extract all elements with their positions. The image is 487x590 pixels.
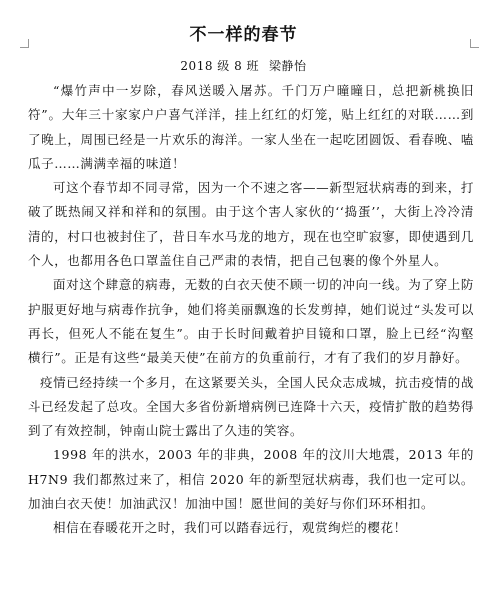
- paragraph-6: 相信在春暖花开之时，我们可以踏春远行，观赏绚烂的樱花！: [53, 520, 407, 536]
- paragraph-5: 1998 年的洪水，2003 年的非典，2008 年的汶川大地震，2013 年的 H7N9 我们都熬过来了，相信 2020 年的新型冠状病毒，我们也一定可以。加油白衣天使！加油武汉！加油中国！愿世间的美好与你们环环相扣。: [28, 447, 474, 512]
- paragraph-2: 可这个春节却不同寻常，因为一个不速之客——新型冠状病毒的到来，打破了既热闹又祥和祥和的氛围。由于这个害人家伙的‘‘捣蛋’’，大街上冷冷清清的，村口也被封住了，昔日车水马龙的地方，现在也空旷寂寥，即使遇到几个人，也都用各色口罩盖住自己严肃的表情，把自己包裹的像个外星人。: [28, 180, 474, 269]
- paragraph-1: “爆竹声中一岁除，春风送暖入屠苏。千门万户曈曈日，总把新桃换旧符”。大年三十家家户户喜气洋洋，挂上红红的灯笼，贴上红红的对联……到了晚上，周围已经是一片欢乐的海洋。一家人坐在一起吃团圆饭、看春晚、嗑瓜子……满满幸福的味道！: [28, 83, 474, 171]
- paragraph-3: 面对这个肆意的病毒，无数的白衣天使不顾一切的冲向一线。为了穿上防护服更好地与病毒作抗争，她们将美丽飘逸的长发剪掉，她们说过“头发可以再长，但死人不能在复生”。由于长时间戴着护目镜和口罩，脸上已经“沟壑横行”。正是有这些“最美天使”在前方的负重前行，才有了我们的岁月静好。: [28, 277, 474, 366]
- essay-body: [28, 79, 474, 541]
- paragraph-4: 疫情已经持续一个多月，在这紧要关头，全国人民众志成城，抗击疫情的战斗已经发起了总攻。全国大多省份新增病例已连降十六天，疫情扩散的趋势得到了有效控制，钟南山院士露出了久违的笑容。: [28, 374, 474, 439]
- document-title: 不一样的春节: [189, 25, 298, 45]
- author-line: [0, 57, 487, 74]
- author-class: 2018 级 8 班: [180, 59, 260, 73]
- author-name: 梁静怡: [269, 59, 307, 73]
